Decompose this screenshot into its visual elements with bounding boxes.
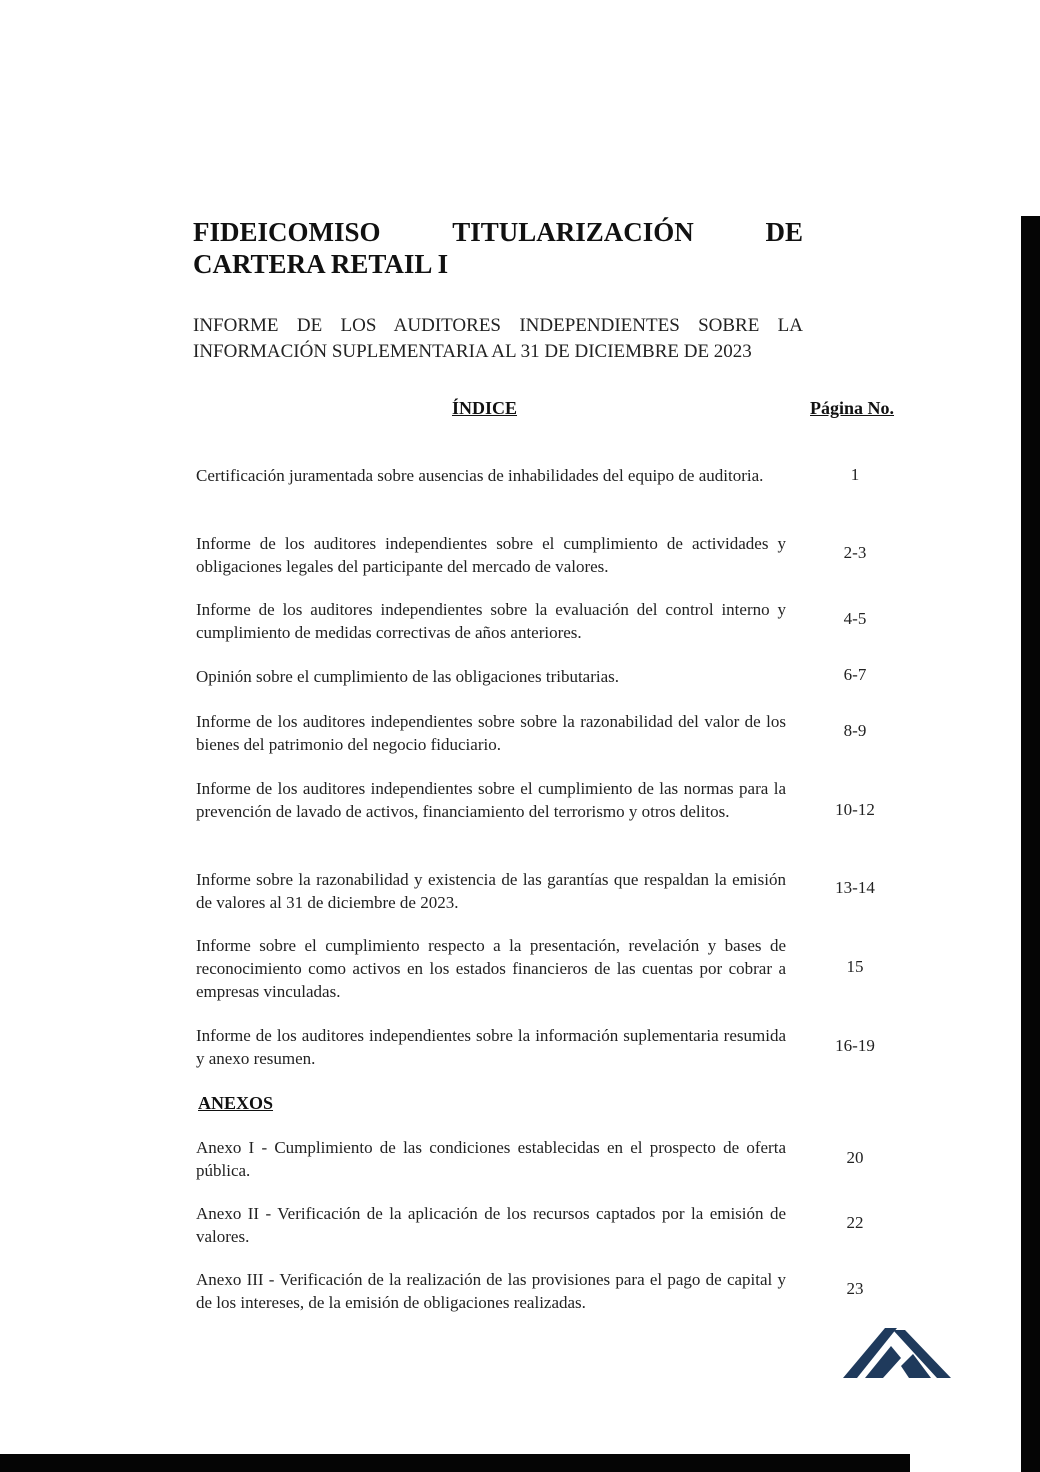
index-entry-page: 8-9 <box>843 721 867 740</box>
annex-entry-page: 22 <box>846 1213 864 1232</box>
index-entry-page: 13-14 <box>835 878 875 897</box>
annex-entry-text: Anexo I - Cumplimiento de las condiciones establecidas en el prospecto de oferta pública. <box>196 1138 786 1180</box>
annex-entry-page: 20 <box>846 1148 864 1167</box>
index-entry-text: Opinión sobre el cumplimiento de las obligaciones tributarias. <box>196 667 620 686</box>
index-entry-text: Certificación juramentada sobre ausencias de inhabilidades del equipo de auditoria. <box>196 466 764 485</box>
index-entry-text: Informe de los auditores independientes sobre el cumplimiento de las normas para la prevención de lavado de activos, financiamiento del terrorismo y otros delitos. <box>196 779 786 821</box>
title-word-1: FIDEICOMISO <box>193 217 381 247</box>
index-entry-text: Informe de los auditores independientes sobre el cumplimiento de actividades y obligaciones legales del participante del mercado de valores. <box>196 534 786 576</box>
annex-entry-text: Anexo II - Verificación de la aplicación de los recursos captados por la emisión de valores. <box>196 1204 786 1246</box>
index-entry-page: 2-3 <box>843 543 867 562</box>
index-entry-text: Informe de los auditores independientes sobre la información suplementaria resumida y anexo resumen. <box>196 1026 786 1068</box>
page-number-heading: Página No. <box>810 398 895 418</box>
title-line-2: CARTERA RETAIL I <box>193 249 449 279</box>
annex-entry-text: Anexo III - Verificación de la realización de las provisiones para el pago de capital y de los intereses, de la emisión de obligaciones realizadas. <box>196 1270 786 1312</box>
scan-edge-right <box>1021 216 1040 1472</box>
title-word-3: DE <box>765 217 803 247</box>
index-entry-text: Informe de los auditores independientes sobre la evaluación del control interno y cumplimiento de medidas correctivas de años anteriores. <box>196 600 786 642</box>
index-entry-page: 1 <box>850 465 860 484</box>
index-entry-text: Informe sobre la razonabilidad y existencia de las garantías que respaldan la emisión de valores al 31 de diciembre de 2023. <box>196 870 786 912</box>
index-entry-text: Informe de los auditores independientes sobre sobre la razonabilidad del valor de los bienes del patrimonio del negocio fiduciario. <box>196 712 786 754</box>
document-title <box>193 216 803 280</box>
index-entry-page: 10-12 <box>835 800 875 819</box>
title-word-2: TITULARIZACIÓN <box>452 217 694 247</box>
index-entry-page: 6-7 <box>843 665 867 684</box>
index-entry-page: 16-19 <box>835 1036 875 1055</box>
mountain-logo-icon <box>843 1318 953 1384</box>
index-entry-page: 15 <box>846 957 864 976</box>
document-subtitle: INFORME DE LOS AUDITORES INDEPENDIENTES SOBRE LA INFORMACIÓN SUPLEMENTARIA AL 31 DE DICIEMBRE DE 2023 <box>193 315 803 362</box>
index-entry-text: Informe sobre el cumplimiento respecto a la presentación, revelación y bases de reconocimiento como activos en los estados financieros de las cuentas por cobrar a empresas vinculadas. <box>196 936 786 1001</box>
index-entry-page: 4-5 <box>843 609 867 628</box>
title-line-1 <box>193 216 803 248</box>
scan-edge-bottom <box>0 1454 910 1472</box>
annex-entry-page: 23 <box>846 1279 864 1298</box>
annex-heading: ANEXOS <box>198 1093 274 1113</box>
index-heading: ÍNDICE <box>452 398 518 418</box>
